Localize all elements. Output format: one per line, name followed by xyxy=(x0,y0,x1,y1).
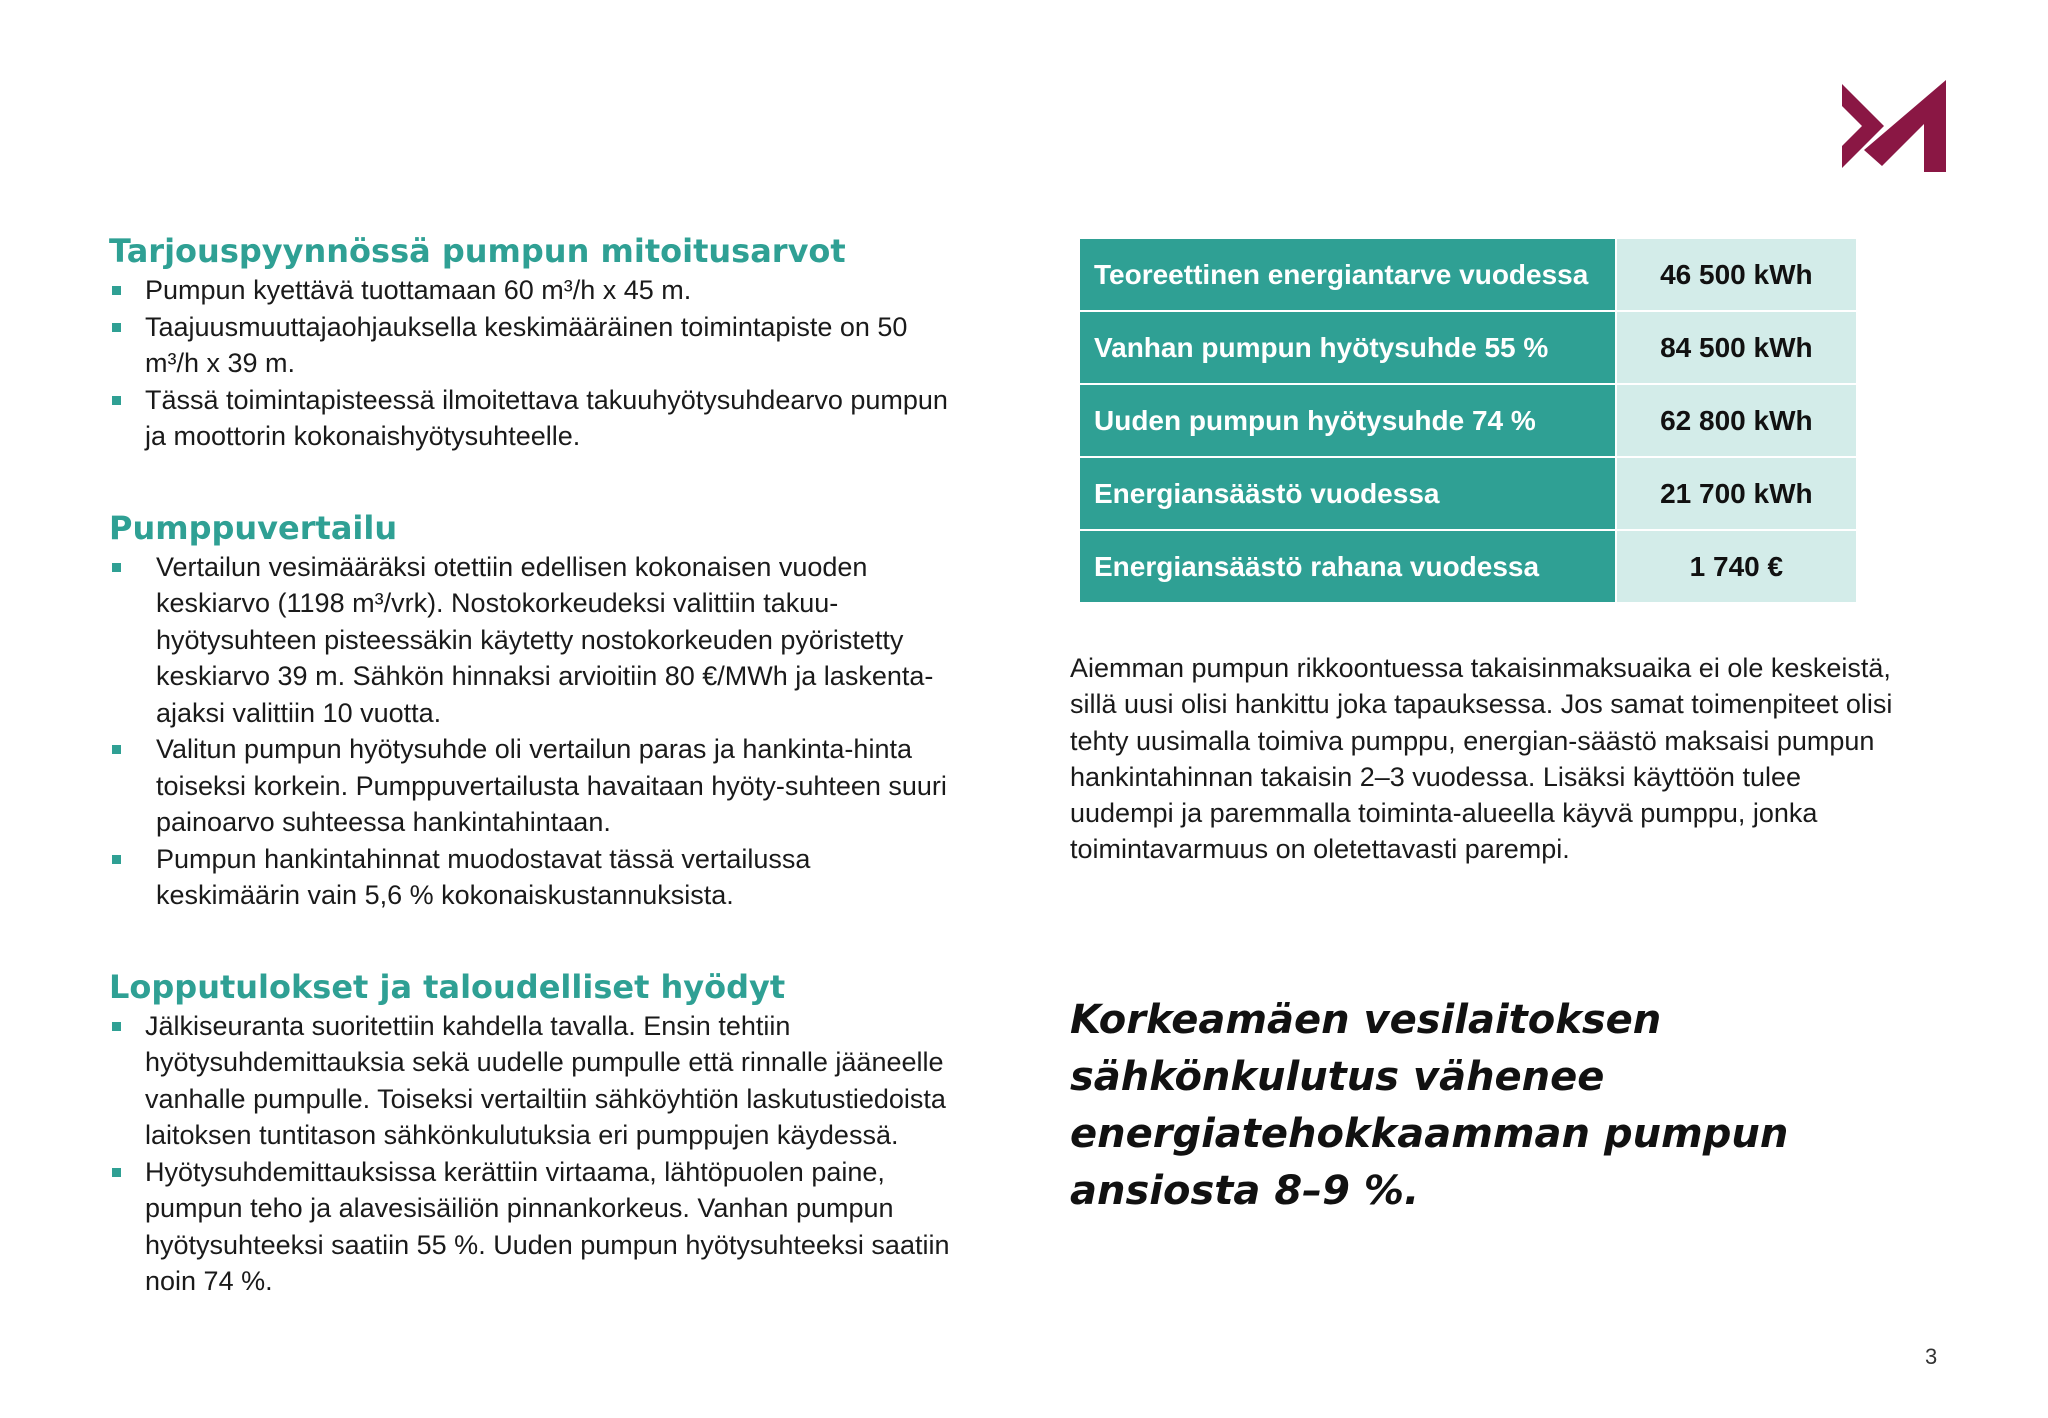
table-row xyxy=(1080,458,1856,529)
list-item xyxy=(109,382,959,455)
list-item-text: Tässä toimintapisteessä ilmoitettava takuuhyötysuhdearvo pumpun ja moottorin kokonaishyötysuhteelle. xyxy=(145,384,948,451)
list-item xyxy=(109,1008,959,1154)
bullet-list xyxy=(109,1008,959,1300)
bullet-icon xyxy=(112,323,121,332)
list-item xyxy=(109,1154,959,1300)
section-design-values xyxy=(109,230,959,455)
highlight-quote: Korkeamäen vesilaitoksen sähkönkulutus vähenee energiatehokkaamman pumpun ansiosta 8–9 %. xyxy=(1070,997,1789,1214)
bullet-list xyxy=(109,272,959,455)
table-row xyxy=(1080,385,1856,456)
left-column xyxy=(109,230,959,1352)
table-row xyxy=(1080,239,1856,310)
list-item xyxy=(109,731,959,841)
bullet-icon xyxy=(112,286,121,295)
list-item-text: Valitun pumpun hyötysuhde oli vertailun paras ja hankinta-hinta toiseksi korkein. Pumppuvertailusta havaitaan hyöty-suhteen suuri painoarvo suhteessa hankintahintaan. xyxy=(156,734,947,837)
table-row-label: Energiansäästö vuodessa xyxy=(1080,458,1615,529)
list-item xyxy=(109,549,959,732)
table-row-label: Vanhan pumpun hyötysuhde 55 % xyxy=(1080,312,1615,383)
table-row-label: Teoreettinen energiantarve vuodessa xyxy=(1080,239,1615,310)
table-row xyxy=(1080,531,1856,602)
list-item-text: Vertailun vesimääräksi otettiin edellisen kokonaisen vuoden keskiarvo (1198 m³/vrk). Nostokorkeudeksi valittiin takuu-hyötysuhteen pisteessäkin käytetty nostokorkeuden pyöristetty keskiarvo 39 m. Sähkön hinnaksi arvioitiin 80 €/MWh ja laskenta-ajaksi valittiin 10 vuotta. xyxy=(156,551,934,728)
list-item-text: Jälkiseuranta suoritettiin kahdella tavalla. Ensin tehtiin hyötysuhdemittauksia sekä uudelle pumpulle että rinnalle jääneelle vanhalle pumpulle. Toiseksi vertailtiin sähköyhtiön laskutustiedoista laitoksen tuntitason sähkönkulutuksia eri pumppujen käydessä. xyxy=(145,1010,946,1150)
table-row-value: 21 700 kWh xyxy=(1617,458,1856,529)
table-row-label: Energiansäästö rahana vuodessa xyxy=(1080,531,1615,602)
section-results xyxy=(109,966,959,1300)
section-pump-comparison xyxy=(109,507,959,914)
bullet-icon xyxy=(112,396,121,405)
table-row xyxy=(1080,312,1856,383)
table-row-value: 84 500 kWh xyxy=(1617,312,1856,383)
list-item-text: Pumpun hankintahinnat muodostavat tässä vertailussa keskimäärin vain 5,6 % kokonaiskustannuksista. xyxy=(156,843,811,910)
bullet-list xyxy=(109,549,959,914)
section-heading: Tarjouspyynnössä pumpun mitoitusarvot xyxy=(109,232,846,270)
list-item xyxy=(109,272,959,309)
bullet-icon xyxy=(112,745,121,754)
list-item-text: Taajuusmuuttajaohjauksella keskimääräinen toimintapiste on 50 m³/h x 39 m. xyxy=(145,311,908,378)
section-heading: Pumppuvertailu xyxy=(109,508,398,547)
page-number: 3 xyxy=(1925,1344,1938,1369)
table-row-value: 62 800 kWh xyxy=(1617,385,1856,456)
energy-table xyxy=(1078,237,1858,604)
bullet-icon xyxy=(112,563,121,572)
brand-logo-icon xyxy=(1838,80,1950,172)
list-item xyxy=(109,309,959,382)
bullet-icon xyxy=(112,1168,121,1177)
list-item-text: Pumpun kyettävä tuottamaan 60 m³/h x 45 m. xyxy=(145,275,692,305)
bullet-icon xyxy=(112,855,121,864)
table-row-label: Uuden pumpun hyötysuhde 74 % xyxy=(1080,385,1615,456)
table-row-value: 1 740 € xyxy=(1617,531,1856,602)
list-item-text: Hyötysuhdemittauksissa kerättiin virtaama, lähtöpuolen paine, pumpun teho ja alavesisäiliön pinnankorkeus. Vanhan pumpun hyötysuhteeksi saatiin 55 %. Uuden pumpun hyötysuhteeksi saatiin noin 74 %. xyxy=(145,1156,950,1296)
payback-paragraph: Aiemman pumpun rikkoontuessa takaisinmaksuaika ei ole keskeistä, sillä uusi olisi hankittu joka tapauksessa. Jos samat toimenpiteet olisi tehty uusimalla toimiva pumppu, energian-säästö maksaisi pumpun hankintahinnan takaisin 2–3 vuodessa. Lisäksi käyttöön tulee uudempi ja paremmalla toiminta-alueella käyvä pumppu, jonka toimintavarmuus on oletettavasti parempi. xyxy=(1070,653,1893,865)
table-row-value: 46 500 kWh xyxy=(1617,239,1856,310)
section-heading: Lopputulokset ja taloudelliset hyödyt xyxy=(109,967,786,1006)
list-item xyxy=(109,841,959,914)
bullet-icon xyxy=(112,1022,121,1031)
